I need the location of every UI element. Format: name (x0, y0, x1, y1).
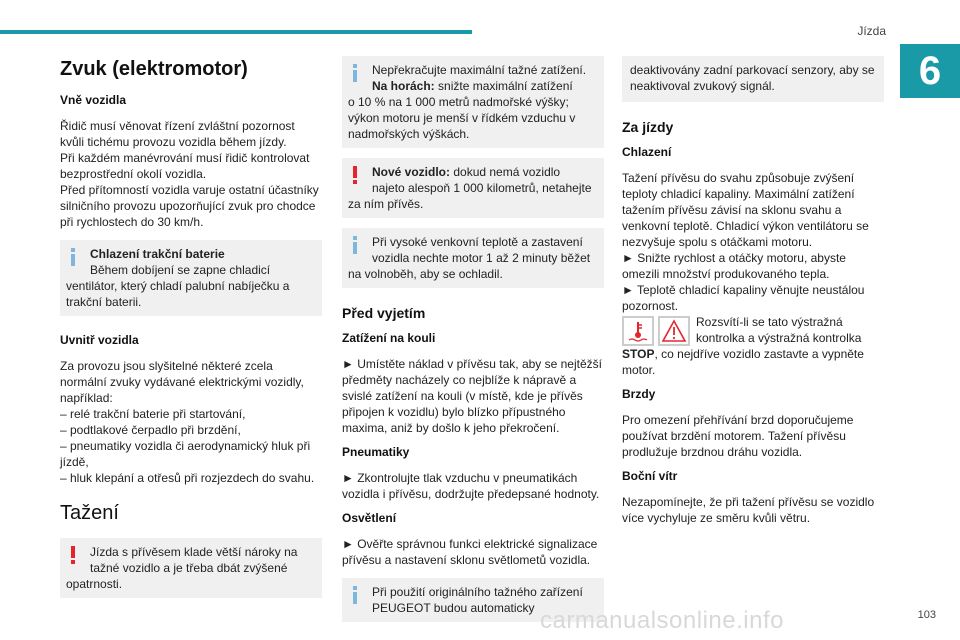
while-driving-title: Za jízdy (622, 119, 674, 135)
cooling-text-1: Tažení přívěsu do svahu způsobuje zvýšení teploty chladicí kapaliny. Maximální zatížení tažením přívěsu závisí na sklonu svahu a venkovní teplotě. Chladicí výkon ventilátoru se nezvyšuje spolu s otáčkami motoru. (622, 171, 869, 249)
outside-text-1: Řidič musí věnovat řízení zvláštní pozornost kvůli tichému provozu vozidla během jízdy. (60, 119, 295, 149)
lighting-text: ► Ověřte správnou funkci elektrické signalizace přívěsu a nastavení sklonu světlometů vozidla. (342, 537, 598, 567)
info-icon (348, 586, 362, 604)
chapter-tab: 6 (900, 44, 960, 98)
lamp-text-1: Rozsvítí-li se tato výstražná (696, 315, 843, 329)
lamp-text-2: kontrolka a výstražná kontrolka (696, 331, 862, 345)
cooling-heading: Chlazení (622, 145, 672, 159)
column-3 (622, 56, 884, 526)
info-box-battery-cooling (60, 240, 322, 316)
list-item: – pneumatiky vozidla či aerodynamický hluk při jízdě, (60, 439, 311, 469)
lamp-bold-stop: STOP (622, 347, 655, 361)
info-continued-text: deaktivovány zadní parkovací senzory, aby se neaktivoval zvukový signál. (630, 63, 875, 93)
warning-line-2: najeto alespoň 1 000 kilometrů, netahejte (372, 181, 592, 195)
outside-text-2: Při každém manévrování musí řidič kontrolovat bezprostřední okolí vozidla. (60, 151, 310, 181)
outside-text-3: Před přítomností vozidla varuje ostatní účastníky silničního provozu upozorňující zvuk pro chodce při rychlostech do 30 km/h. (60, 183, 319, 229)
crosswind-text: Nezapomínejte, že při tažení přívěsu se vozidlo více vychyluje ze směru kvůli větru. (622, 495, 875, 525)
warning-line-3: za ním přívěs. (348, 197, 424, 211)
info-box-title: Chlazení trakční baterie (90, 247, 225, 261)
lamp-text-3: , co nejdříve vozidlo zastavte a vypněte motor. (622, 347, 864, 377)
info-icon (348, 64, 362, 82)
info-box-line-1: Během dobíjení se zapne chladicí (90, 263, 271, 277)
info-line-1: Při použití originálního tažného zařízení (372, 585, 583, 599)
warning-icon (348, 166, 362, 184)
warning-line-1: dokud nemá vozidlo (450, 165, 561, 179)
warning-lamp-row (622, 314, 884, 346)
info-box-max-load (342, 56, 604, 148)
page-number: 103 (917, 609, 936, 621)
coolant-temperature-icon (622, 316, 654, 346)
header-accent-bar (0, 30, 472, 34)
warning-line-1: Jízda s přívěsem klade větší nároky na (90, 545, 298, 559)
info-box-continued (622, 56, 884, 102)
info-line-3: o 10 % na 1 000 metrů nadmořské výšky; výkon motoru je menší v řídkém vzduchu v nadmořských výškách. (348, 95, 576, 141)
towing-title: Tažení (60, 502, 119, 524)
warning-bold-new-vehicle: Nové vozidlo: (372, 165, 451, 179)
warning-box-new-vehicle (342, 158, 604, 218)
hitch-load-text: ► Umístěte náklad v přívěsu tak, aby se nejtěžší předměty nacházely co nejblíže k nápravě a svislé zatížení na kouli (v místě, kde je přívěs připojen k vozidlu) bylo blízko přípustného maxima, aniž by došlo k jeho překročení. (342, 357, 602, 435)
info-line-2: PEUGEOT budou automaticky (372, 601, 535, 615)
brakes-heading: Brzdy (622, 387, 656, 401)
info-icon (348, 236, 362, 254)
inside-text: Za provozu jsou slyšitelné některé zcela normální zvuky vydávané elektrickými vozidly, například: (60, 359, 304, 405)
info-box-line-2: ventilátor, který chladí palubní nabíječku a trakční baterii. (66, 279, 290, 309)
tyres-text: ► Zkontrolujte tlak vzduchu v pneumatikách vozidla i přívěsu, dodržujte předepsané hodnoty. (342, 471, 600, 501)
info-line-2: vozidla nechte motor 1 až 2 minuty běžet (372, 251, 591, 265)
cooling-text-3: ► Teplotě chladicí kapaliny věnujte neustálou pozornost. (622, 283, 865, 313)
inside-heading: Uvnitř vozidla (60, 333, 139, 347)
list-item: – hluk klepání a otřesů při rozjezdech do svahu. (60, 471, 315, 485)
warning-icon (66, 546, 80, 564)
info-line-1: Při vysoké venkovní teplotě a zastavení (372, 235, 583, 249)
warning-triangle-icon (658, 316, 690, 346)
info-bold-mountains: Na horách: (372, 79, 435, 93)
sound-title: Zvuk (elektromotor) (60, 58, 248, 80)
info-line-3: na volnoběh, aby se ochladil. (348, 267, 503, 281)
hitch-load-heading: Zatížení na kouli (342, 331, 436, 345)
column-2 (342, 56, 604, 622)
before-departure-title: Před vyjetím (342, 305, 426, 321)
list-item: – relé trakční baterie při startování, (60, 407, 246, 421)
list-item: – podtlakové čerpadlo při brzdění, (60, 423, 241, 437)
brakes-text: Pro omezení přehřívání brzd doporučujeme používat brzdění motorem. Tažení přívěsu prodlužuje brzdnou dráhu vozidla. (622, 413, 854, 459)
column-1 (60, 56, 322, 598)
info-line-2: snižte maximální zatížení (434, 79, 573, 93)
info-icon (66, 248, 80, 266)
warning-line-2: tažné vozidlo a je třeba dbát zvýšené (90, 561, 288, 575)
watermark: carmanualsonline.info (540, 607, 784, 634)
info-line-1: Nepřekračujte maximální tažné zatížení. (372, 63, 587, 77)
warning-line-3: opatrnosti. (66, 577, 123, 591)
cooling-text-2: ► Snižte rychlost a otáčky motoru, abyste omezili množství produkovaného tepla. (622, 251, 846, 281)
info-box-high-temperature (342, 228, 604, 288)
lighting-heading: Osvětlení (342, 511, 397, 525)
section-title: Jízda (857, 24, 886, 38)
outside-heading: Vně vozidla (60, 93, 127, 107)
tyres-heading: Pneumatiky (342, 445, 410, 459)
crosswind-heading: Boční vítr (622, 469, 678, 483)
warning-box-towing (60, 538, 322, 598)
